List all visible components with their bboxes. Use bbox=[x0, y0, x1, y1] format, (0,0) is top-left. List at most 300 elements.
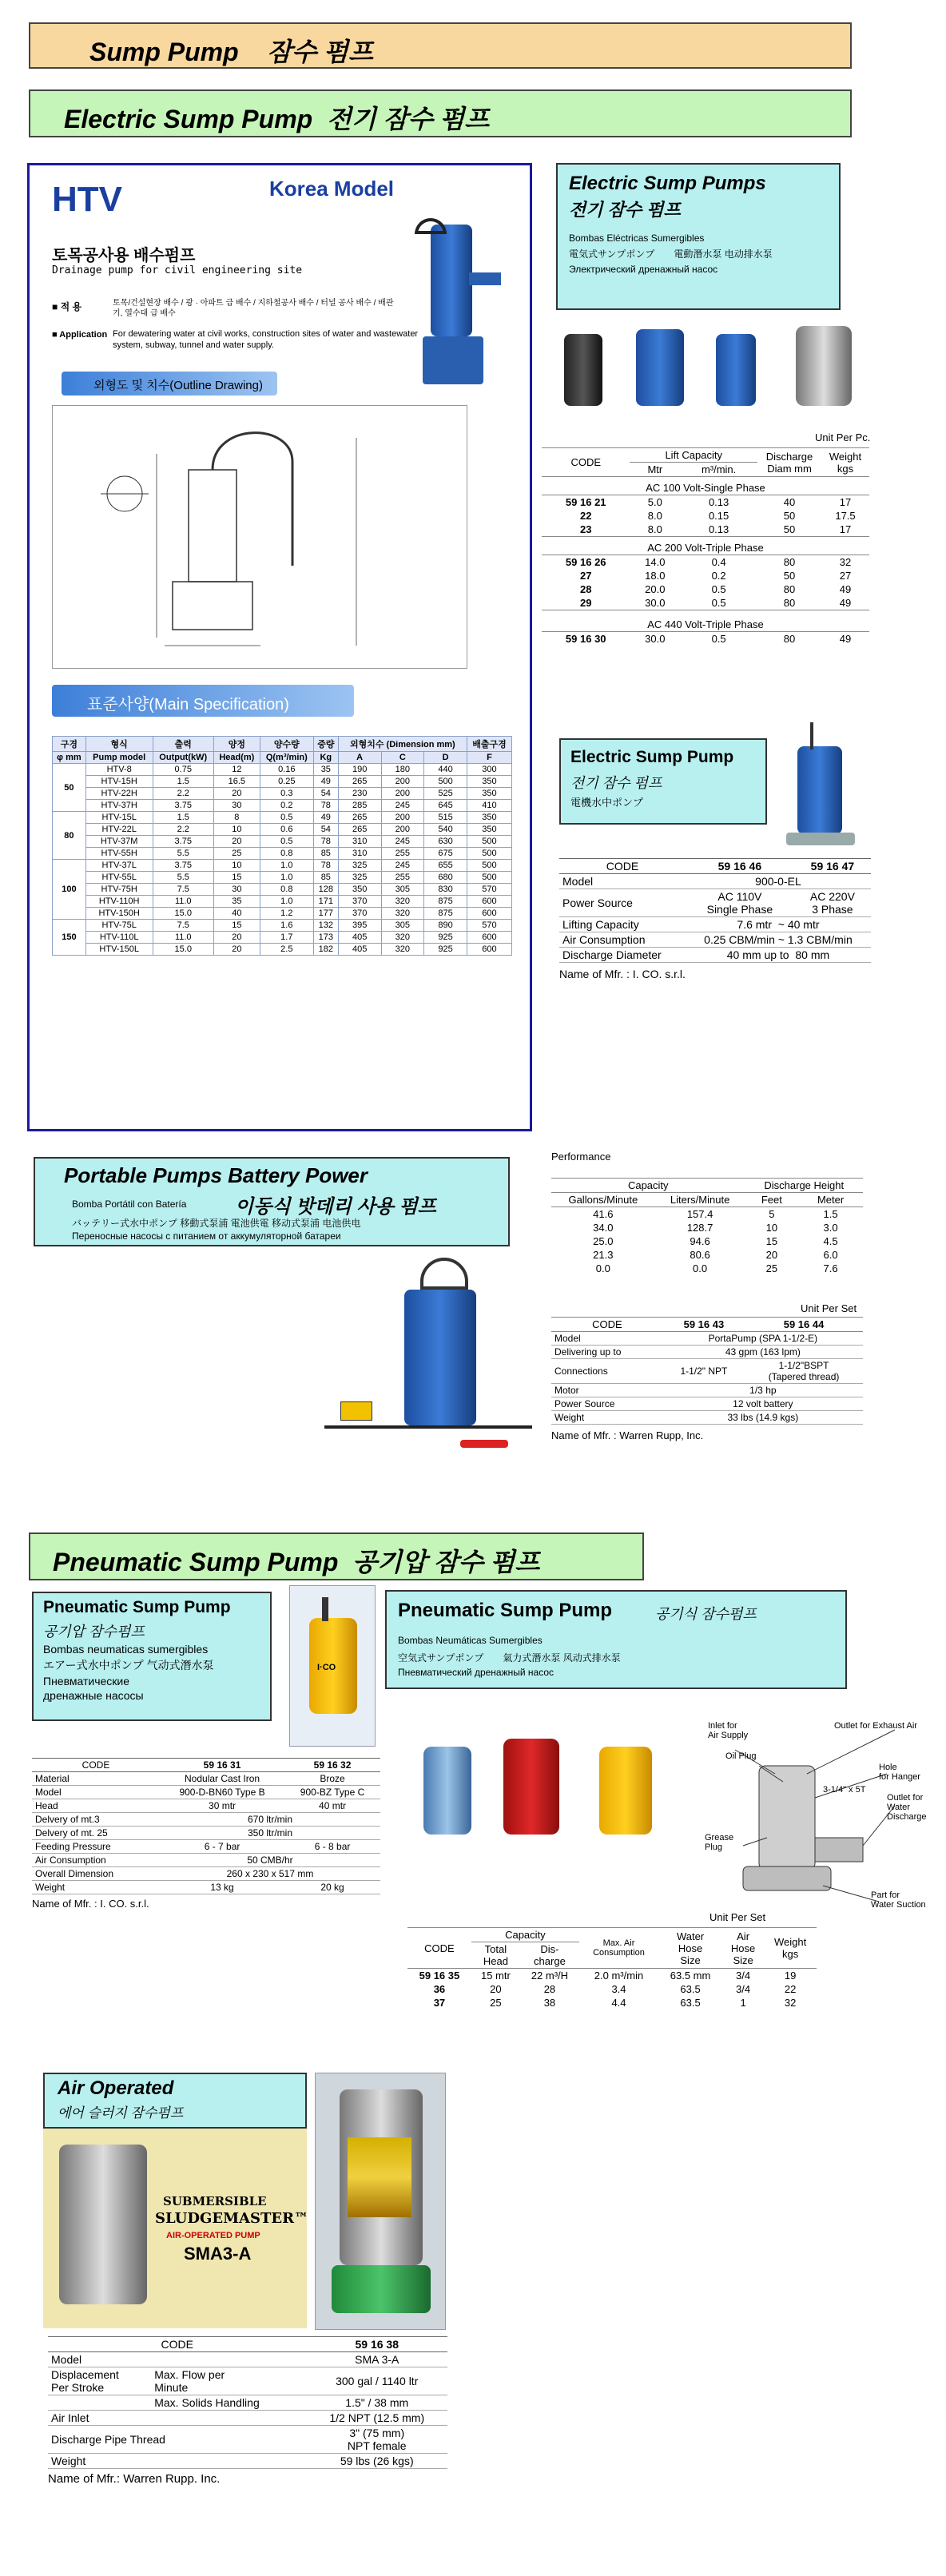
spec-cell: 49 bbox=[313, 776, 338, 788]
spec-header-type: 형식 bbox=[85, 737, 153, 752]
spec-cell: 655 bbox=[424, 860, 467, 872]
spec-cell: 1.5 bbox=[153, 812, 213, 824]
spec-cell: 49 bbox=[313, 812, 338, 824]
esp2-table-wrap bbox=[559, 858, 871, 980]
spec-cell: 200 bbox=[381, 788, 424, 800]
diagram-label-grease: Grease Plug bbox=[705, 1833, 734, 1852]
spec-cell: 310 bbox=[338, 848, 381, 860]
spec-subheader: Kg bbox=[313, 752, 338, 764]
pneu-left-line2: エアー式水中ポンプ 气动式潛水泵 bbox=[43, 1659, 214, 1672]
air-title-en: Air Operated bbox=[58, 2077, 174, 2099]
main-spec-title: 표준사양(Main Specification) bbox=[87, 696, 289, 714]
spec-cell: 16.5 bbox=[213, 776, 260, 788]
pneu-left-line4: дренажные насосы bbox=[43, 1689, 144, 1702]
performance-cell: 21.3 bbox=[593, 1249, 614, 1261]
esp-cell: 30.0 bbox=[645, 597, 666, 609]
spec-cell: 680 bbox=[424, 872, 467, 884]
outline-drawing-header bbox=[62, 372, 277, 396]
outline-drawing-svg bbox=[53, 406, 468, 670]
portable-row bbox=[551, 1346, 863, 1359]
air-mfr: Name of Mfr.: Warren Rupp. Inc. bbox=[48, 2472, 221, 2486]
portable-value-a: 1-1/2" NPT bbox=[663, 1359, 745, 1384]
spec-header-output: 출력 bbox=[153, 737, 213, 752]
air-pump-photo bbox=[43, 2129, 307, 2328]
htv-use-en-label: ■ Application bbox=[52, 330, 108, 340]
pneu-right-col-weight: Weight kgs bbox=[764, 1928, 817, 1969]
esp2-table bbox=[559, 858, 871, 963]
main-spec-header bbox=[52, 685, 354, 717]
portable-row bbox=[551, 1397, 863, 1411]
spec-row bbox=[53, 896, 512, 908]
air-sublabel: Max. Solids Handling bbox=[151, 2395, 306, 2411]
esp-cell: 49 bbox=[839, 583, 852, 595]
esp-row bbox=[542, 555, 869, 570]
pneu-right-cell: 36 bbox=[433, 1983, 446, 1995]
spec-cell: 410 bbox=[467, 800, 511, 812]
spec-header-flow: 양수량 bbox=[260, 737, 313, 752]
pneu-left-value-b: 20 kg bbox=[284, 1881, 380, 1894]
spec-row bbox=[53, 812, 512, 824]
pneu-left-header bbox=[32, 1759, 380, 1772]
spec-bore-cell: 100 bbox=[53, 860, 86, 920]
spec-cell: 350 bbox=[338, 884, 381, 896]
portable-label: Model bbox=[551, 1332, 663, 1346]
spec-cell: 8 bbox=[213, 812, 260, 824]
esp2-label: Power Source bbox=[559, 889, 686, 917]
portable-code-b: 59 16 44 bbox=[745, 1318, 863, 1332]
spec-row bbox=[53, 872, 512, 884]
spec-cell: 0.5 bbox=[260, 812, 313, 824]
performance-cell: 0.0 bbox=[693, 1262, 708, 1274]
esp-col-mtr: Mtr bbox=[630, 463, 680, 477]
spec-cell: 20 bbox=[213, 788, 260, 800]
spec-cell: 1.2 bbox=[260, 908, 313, 920]
spec-cell: 405 bbox=[338, 944, 381, 956]
performance-col: Gallons/Minute bbox=[551, 1193, 655, 1207]
spec-row bbox=[53, 908, 512, 920]
spec-cell: 1.0 bbox=[260, 872, 313, 884]
performance-table bbox=[551, 1178, 863, 1275]
pneu-left-label: Weight bbox=[32, 1881, 160, 1894]
spec-cell: 200 bbox=[381, 776, 424, 788]
diagram-label-hole: Hole for Hanger bbox=[879, 1763, 920, 1782]
pneu-right-header bbox=[407, 1928, 817, 1942]
esp-cell: 17 bbox=[839, 523, 852, 535]
esp-cell: 0.4 bbox=[711, 556, 726, 568]
htv-subtitle-en: Drainage pump for civil engineering site bbox=[52, 264, 303, 276]
portable-col-code: CODE bbox=[551, 1318, 663, 1332]
spec-cell: 30 bbox=[213, 800, 260, 812]
spec-cell: 320 bbox=[381, 908, 424, 920]
esp-row bbox=[542, 632, 869, 646]
spec-cell: 265 bbox=[338, 824, 381, 836]
spec-header-bore: 구경 bbox=[53, 737, 86, 752]
spec-cell: 0.3 bbox=[260, 788, 313, 800]
spec-cell: HTV-55H bbox=[85, 848, 153, 860]
performance-row bbox=[551, 1221, 863, 1234]
esp2-pump-photo bbox=[786, 722, 858, 852]
pneu-right-line3: Пневматический дренажный насос bbox=[398, 1667, 554, 1678]
spec-cell: 15 bbox=[213, 920, 260, 932]
htv-logo: HTV bbox=[52, 180, 122, 219]
performance-cell: 128.7 bbox=[686, 1222, 713, 1234]
portable-label: Connections bbox=[551, 1359, 663, 1384]
pneu-right-cell: 3/4 bbox=[736, 1970, 751, 1982]
esp-title-box bbox=[556, 163, 841, 310]
spec-cell: 85 bbox=[313, 848, 338, 860]
spec-cell: 20 bbox=[213, 944, 260, 956]
air-col-code: CODE bbox=[48, 2337, 306, 2352]
spec-row bbox=[53, 764, 512, 776]
spec-row bbox=[53, 788, 512, 800]
air-title-kr: 에어 슬러지 잠수펌프 bbox=[58, 2105, 184, 2121]
spec-cell: 925 bbox=[424, 932, 467, 944]
pneu-left-row bbox=[32, 1813, 380, 1827]
pneu-right-cell: 19 bbox=[784, 1970, 797, 1982]
esp2-code-b: 59 16 47 bbox=[794, 859, 871, 874]
esp-cell: 80 bbox=[783, 556, 796, 568]
spec-cell: 370 bbox=[338, 896, 381, 908]
portable-unit-label: Unit Per Set bbox=[801, 1302, 857, 1314]
pneu-left-line1: Bombas neumaticas sumergibles bbox=[43, 1643, 209, 1656]
esp-row bbox=[542, 582, 869, 596]
air-value: 1/2 NPT (12.5 mm) bbox=[306, 2411, 447, 2426]
air-table-wrap bbox=[48, 2336, 447, 2486]
pneu-right-cell: 15 mtr bbox=[480, 1970, 511, 1982]
pneu-right-row bbox=[407, 1969, 817, 1983]
spec-row bbox=[53, 860, 512, 872]
pneu-left-code-b: 59 16 32 bbox=[284, 1759, 380, 1772]
spec-cell: 230 bbox=[338, 788, 381, 800]
spec-cell: 3.75 bbox=[153, 800, 213, 812]
pneu-left-label: Delvery of mt. 25 bbox=[32, 1827, 160, 1840]
esp-cell: 80 bbox=[783, 583, 796, 595]
portable-row bbox=[551, 1359, 863, 1384]
esp-cell: 20.0 bbox=[645, 583, 666, 595]
spec-cell: 630 bbox=[424, 836, 467, 848]
portable-row bbox=[551, 1332, 863, 1346]
performance-cell: 25 bbox=[765, 1262, 778, 1274]
spec-row bbox=[53, 884, 512, 896]
air-label bbox=[48, 2395, 151, 2411]
spec-cell: 515 bbox=[424, 812, 467, 824]
spec-cell: 3.75 bbox=[153, 860, 213, 872]
spec-cell: HTV-8 bbox=[85, 764, 153, 776]
esp-cell: 22 bbox=[579, 510, 592, 522]
spec-cell: HTV-37M bbox=[85, 836, 153, 848]
spec-header-outlet: 배출구경 bbox=[467, 737, 511, 752]
esp2-label: Air Consumption bbox=[559, 932, 686, 948]
performance-col: Meter bbox=[798, 1193, 863, 1207]
pneu-right-unit: Unit Per Set bbox=[710, 1911, 766, 1923]
esp-cell: 40 bbox=[783, 496, 796, 508]
esp-line1: Bombas Eléctricas Sumergibles bbox=[569, 233, 705, 244]
electric-section-banner bbox=[29, 89, 852, 137]
spec-cell: 2.2 bbox=[153, 788, 213, 800]
spec-cell: 875 bbox=[424, 908, 467, 920]
esp2-value: 900-0-EL bbox=[686, 874, 871, 889]
spec-bore-cell: 150 bbox=[53, 920, 86, 956]
esp2-label: Model bbox=[559, 874, 686, 889]
pneu-left-value: 670 ltr/min bbox=[160, 1813, 380, 1827]
pneu-right-cell: 38 bbox=[543, 1997, 556, 2009]
pneu-right-table bbox=[407, 1927, 817, 2010]
esp2-row bbox=[559, 932, 871, 948]
spec-cell: 11.0 bbox=[153, 932, 213, 944]
spec-cell: 78 bbox=[313, 800, 338, 812]
spec-cell: 320 bbox=[381, 896, 424, 908]
spec-cell: 370 bbox=[338, 908, 381, 920]
spec-cell: 78 bbox=[313, 836, 338, 848]
spec-row bbox=[53, 800, 512, 812]
spec-cell: 500 bbox=[467, 872, 511, 884]
pneu-left-title-box bbox=[32, 1592, 272, 1721]
spec-cell: 310 bbox=[338, 836, 381, 848]
spec-cell: 200 bbox=[381, 824, 424, 836]
pneu-left-value-a: Nodular Cast Iron bbox=[160, 1772, 284, 1786]
portable-code-a: 59 16 43 bbox=[663, 1318, 745, 1332]
esp-title-en: Electric Sump Pumps bbox=[569, 173, 766, 194]
portable-mfr: Name of Mfr. : Warren Rupp, Inc. bbox=[551, 1429, 704, 1441]
air-label: Displacement Per Stroke bbox=[48, 2367, 151, 2395]
spec-cell: 0.8 bbox=[260, 848, 313, 860]
pneu-left-col-code: CODE bbox=[32, 1759, 160, 1772]
spec-subheader-row bbox=[53, 752, 512, 764]
spec-cell: 20 bbox=[213, 932, 260, 944]
pneu-right-cell: 20 bbox=[490, 1983, 502, 1995]
spec-cell: 0.16 bbox=[260, 764, 313, 776]
outline-drawing-title: 외형도 및 치수(Outline Drawing) bbox=[93, 379, 263, 392]
pneu-left-value-b: 6 - 8 bar bbox=[284, 1840, 380, 1854]
htv-catalog bbox=[27, 163, 532, 1131]
spec-cell: 395 bbox=[338, 920, 381, 932]
spec-cell: 1.0 bbox=[260, 860, 313, 872]
performance-discharge-height: Discharge Height bbox=[745, 1179, 864, 1193]
spec-cell: 500 bbox=[467, 860, 511, 872]
portable-label: Motor bbox=[551, 1384, 663, 1397]
pneu-right-title-kr: 공기식 잠수펌프 bbox=[655, 1606, 757, 1622]
portable-title-box bbox=[34, 1157, 510, 1246]
air-value: 300 gal / 1140 ltr bbox=[306, 2367, 447, 2395]
air-value: 3" (75 mm) NPT female bbox=[306, 2426, 447, 2454]
spec-cell: 180 bbox=[381, 764, 424, 776]
esp2-title-jp: 電機水中ポンプ bbox=[570, 797, 644, 809]
electric-section-title: Electric Sump Pump 전기 잠수 펌프 bbox=[64, 105, 490, 133]
spec-cell: 35 bbox=[313, 764, 338, 776]
air-sublabel: Max. Flow per Minute bbox=[151, 2367, 306, 2395]
spec-cell: 5.5 bbox=[153, 848, 213, 860]
spec-cell: 600 bbox=[467, 896, 511, 908]
performance-cell: 15 bbox=[765, 1235, 778, 1247]
spec-cell: 440 bbox=[424, 764, 467, 776]
spec-cell: HTV-150L bbox=[85, 944, 153, 956]
spec-subheader: D bbox=[424, 752, 467, 764]
pneu-right-cell: 22 bbox=[784, 1983, 797, 1995]
pneu-right-cell: 63.5 bbox=[680, 1983, 701, 1995]
esp2-value-b: AC 220V 3 Phase bbox=[794, 889, 871, 917]
htv-subtitle-kr: 토목공사용 배수펌프 bbox=[52, 247, 196, 264]
esp-product-photos bbox=[556, 318, 868, 414]
spec-cell: 54 bbox=[313, 788, 338, 800]
htv-use-kr-label: ■ 적 용 bbox=[52, 301, 82, 312]
spec-cell: 200 bbox=[381, 812, 424, 824]
spec-cell: 570 bbox=[467, 884, 511, 896]
portable-value: 33 lbs (14.9 kgs) bbox=[663, 1411, 863, 1425]
spec-cell: 30 bbox=[213, 884, 260, 896]
spec-cell: 2.5 bbox=[260, 944, 313, 956]
pneu-left-value-a: 900-D-BN60 Type B bbox=[160, 1786, 284, 1799]
air-value: 1.5" / 38 mm bbox=[306, 2395, 447, 2411]
pneu-left-line3: Пневматические bbox=[43, 1675, 130, 1688]
spec-subheader: Q(m³/min) bbox=[260, 752, 313, 764]
spec-cell: 600 bbox=[467, 908, 511, 920]
esp-cell: 0.13 bbox=[708, 523, 729, 535]
pneu-left-value: 50 CMB/hr bbox=[160, 1854, 380, 1867]
spec-row bbox=[53, 848, 512, 860]
spec-cell: 245 bbox=[381, 860, 424, 872]
esp-cell: 18.0 bbox=[645, 570, 666, 582]
esp2-row bbox=[559, 874, 871, 889]
esp-cell: 50 bbox=[783, 570, 796, 582]
spec-cell: HTV-22H bbox=[85, 788, 153, 800]
esp-col-weight: Weight kgs bbox=[821, 448, 869, 477]
spec-cell: 182 bbox=[313, 944, 338, 956]
pneu-left-table bbox=[32, 1758, 380, 1894]
air-label: Discharge Pipe Thread bbox=[48, 2426, 306, 2454]
spec-cell: 0.5 bbox=[260, 836, 313, 848]
spec-cell: 285 bbox=[338, 800, 381, 812]
pneu-left-label: Overall Dimension bbox=[32, 1867, 160, 1881]
spec-cell: 525 bbox=[424, 788, 467, 800]
spec-subheader: Output(kW) bbox=[153, 752, 213, 764]
portable-title: Portable Pumps Battery Power bbox=[64, 1163, 368, 1187]
spec-cell: HTV-110H bbox=[85, 896, 153, 908]
performance-row bbox=[551, 1248, 863, 1262]
pneu-left-label: Delvery of mt.3 bbox=[32, 1813, 160, 1827]
esp-cell: 29 bbox=[579, 597, 592, 609]
esp-cell: 27 bbox=[839, 570, 852, 582]
spec-row bbox=[53, 932, 512, 944]
spec-cell: 1.5 bbox=[153, 776, 213, 788]
esp2-title-en: Electric Sump Pump bbox=[570, 748, 734, 766]
pneu-left-label: Head bbox=[32, 1799, 160, 1813]
spec-bore-cell: 80 bbox=[53, 812, 86, 860]
air-table bbox=[48, 2336, 447, 2469]
spec-cell: 320 bbox=[381, 944, 424, 956]
esp-cell: 17.5 bbox=[835, 510, 856, 522]
spec-cell: 350 bbox=[467, 776, 511, 788]
air-row bbox=[48, 2454, 447, 2469]
spec-cell: 15.0 bbox=[153, 908, 213, 920]
spec-cell: 40 bbox=[213, 908, 260, 920]
esp-col-discharge: Discharge Diam mm bbox=[757, 448, 821, 477]
pneu-right-cell: 3.4 bbox=[611, 1983, 626, 1995]
spec-row bbox=[53, 944, 512, 956]
esp-cell: 0.13 bbox=[708, 496, 729, 508]
spec-cell: 405 bbox=[338, 932, 381, 944]
pneu-left-label: Air Consumption bbox=[32, 1854, 160, 1867]
spec-cell: 7.5 bbox=[153, 884, 213, 896]
pneumatic-section-banner bbox=[29, 1532, 644, 1580]
esp-cell: 0.15 bbox=[708, 510, 729, 522]
esp2-header-row bbox=[559, 859, 871, 874]
esp-cell: 50 bbox=[783, 510, 796, 522]
spec-cell: 830 bbox=[424, 884, 467, 896]
pneu-right-line1: Bombas Neumáticas Sumergibles bbox=[398, 1635, 543, 1646]
pneu-left-value-a: 6 - 7 bar bbox=[160, 1840, 284, 1854]
performance-cell: 157.4 bbox=[686, 1208, 713, 1220]
portable-value: 43 gpm (163 lpm) bbox=[663, 1346, 863, 1359]
pneu-left-code-a: 59 16 31 bbox=[160, 1759, 284, 1772]
portable-line1: Bomba Portátil con Batería bbox=[72, 1199, 187, 1210]
air-header bbox=[48, 2337, 447, 2352]
spec-header-weight: 중량 bbox=[313, 737, 338, 752]
air-logo-line4: SMA3-A bbox=[184, 2244, 252, 2264]
spec-cell: 645 bbox=[424, 800, 467, 812]
esp-cell: 59 16 21 bbox=[565, 496, 606, 508]
spec-cell: 500 bbox=[467, 836, 511, 848]
esp2-value: 40 mm up to 80 mm bbox=[686, 948, 871, 963]
spec-cell: HTV-15L bbox=[85, 812, 153, 824]
air-label: Model bbox=[48, 2352, 306, 2367]
portable-value: 12 volt battery bbox=[663, 1397, 863, 1411]
performance-cell: 5 bbox=[769, 1208, 775, 1220]
air-value: SMA 3-A bbox=[306, 2352, 447, 2367]
pneu-right-row bbox=[407, 1982, 817, 1996]
esp-row bbox=[542, 569, 869, 582]
spec-cell: 54 bbox=[313, 824, 338, 836]
pneu-left-value-a: 13 kg bbox=[160, 1881, 284, 1894]
portable-line3: Переносные насосы с питанием от аккумуляторной батареи bbox=[72, 1230, 341, 1242]
spec-cell: 0.25 bbox=[260, 776, 313, 788]
spec-cell: 320 bbox=[381, 932, 424, 944]
performance-col: Liters/Minute bbox=[655, 1193, 745, 1207]
esp-cell: 0.5 bbox=[711, 633, 726, 645]
esp-phase3: AC 440 Volt-Triple Phase bbox=[542, 610, 869, 632]
air-title-box bbox=[43, 2073, 307, 2129]
spec-cell: 10 bbox=[213, 860, 260, 872]
esp-cell: 28 bbox=[579, 583, 592, 595]
esp-phase-row bbox=[542, 477, 869, 495]
spec-cell: 540 bbox=[424, 824, 467, 836]
diagram-label-inlet: Inlet for Air Supply bbox=[708, 1721, 749, 1740]
pneu-right-cell: 63.5 bbox=[680, 1997, 701, 2009]
spec-cell: 1.7 bbox=[260, 932, 313, 944]
spec-header-dimension: 외형치수 (Dimension mm) bbox=[338, 737, 467, 752]
performance-col: Feet bbox=[745, 1193, 799, 1207]
esp-table bbox=[542, 447, 869, 646]
esp2-row bbox=[559, 948, 871, 963]
esp-col-code: CODE bbox=[542, 448, 630, 477]
performance-cell: 3.0 bbox=[823, 1222, 838, 1234]
spec-cell: 190 bbox=[338, 764, 381, 776]
pneu-right-cell: 63.5 mm bbox=[670, 1970, 711, 1982]
esp2-value: 7.6 mtr ~ 40 mtr bbox=[686, 917, 871, 932]
spec-cell: 305 bbox=[381, 884, 424, 896]
esp2-title-box bbox=[559, 738, 767, 825]
pneu-right-col-discharge: Dis- charge bbox=[520, 1942, 579, 1969]
spec-cell: 78 bbox=[313, 860, 338, 872]
performance-row bbox=[551, 1207, 863, 1222]
pneu-right-col-air-hose: Air Hose Size bbox=[722, 1928, 764, 1969]
pneu-right-cell: 4.4 bbox=[611, 1997, 626, 2009]
esp-cell: 8.0 bbox=[647, 523, 662, 535]
pneu-left-value: 260 x 230 x 517 mm bbox=[160, 1867, 380, 1881]
esp-line2: 電気式サンプポンプ 電動潛水泵 电动排水泵 bbox=[569, 248, 773, 260]
esp-cell: 50 bbox=[783, 523, 796, 535]
pneu-right-cell: 32 bbox=[784, 1997, 797, 2009]
esp-cell: 5.0 bbox=[647, 496, 662, 508]
